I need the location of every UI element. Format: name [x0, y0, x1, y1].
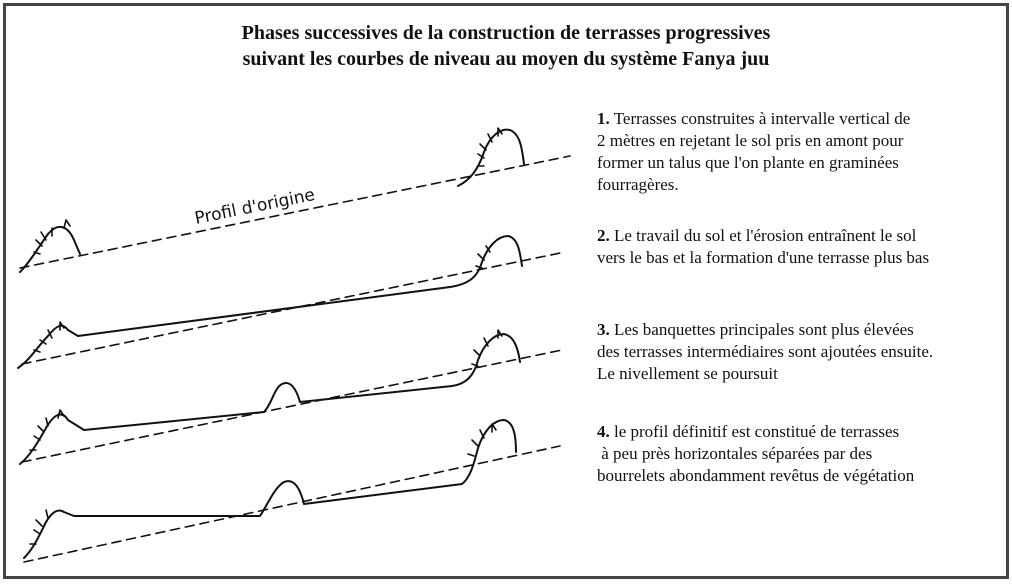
phase-3-profile [20, 330, 562, 464]
original-profile-line [22, 350, 562, 462]
original-profile-line [24, 446, 560, 562]
step-text-line: fourragères. [597, 175, 679, 194]
title-line-2: suivant les courbes de niveau au moyen du système Fanya juu [242, 48, 770, 70]
step-text-line: Les banquettes principales sont plus élevées [614, 320, 914, 339]
step-text-line: des terrasses intermédiaires sont ajoutées ensuite. [597, 342, 934, 361]
step-text-line: vers le bas et la formation d'une terrasse plus bas [597, 248, 930, 267]
step-3-caption [597, 319, 933, 385]
bund-lower [20, 227, 80, 272]
ground-surface [18, 236, 522, 368]
step-text-line: à peu près horizontales séparées par des [597, 444, 873, 463]
phase-4-profile [24, 420, 560, 562]
step-text-line: bourrelets abondamment revêtus de végétation [597, 466, 915, 485]
step-text-line: former un talus que l'on plante en graminées [597, 153, 899, 172]
grass-tufts [30, 424, 496, 544]
step-text-line: Le nivellement se poursuit [597, 364, 778, 383]
title-line-1: Phases successives de la construction de terrasses progressives [241, 22, 771, 44]
original-profile-label: Profil d'origine [193, 184, 317, 229]
ground-surface [24, 420, 516, 558]
step-text-line: le profil définitif est constitué de terrasses [614, 422, 900, 441]
step-number: 4. [597, 422, 610, 441]
step-text-line: Le travail du sol et l'érosion entraînent le sol [614, 226, 917, 245]
step-number: 3. [597, 320, 610, 339]
grass-tufts [34, 246, 490, 352]
step-2-caption [597, 225, 929, 269]
step-number: 1. [597, 109, 610, 128]
step-text-line: Terrasses construites à intervalle vertical de [613, 109, 911, 128]
ground-surface [20, 334, 520, 464]
step-1-caption [597, 108, 910, 196]
step-4-caption [597, 421, 914, 487]
grass-tufts [34, 128, 502, 254]
step-number: 2. [597, 226, 610, 245]
step-text-line: 2 mètres en rejetant le sol pris en amont pour [597, 131, 904, 150]
